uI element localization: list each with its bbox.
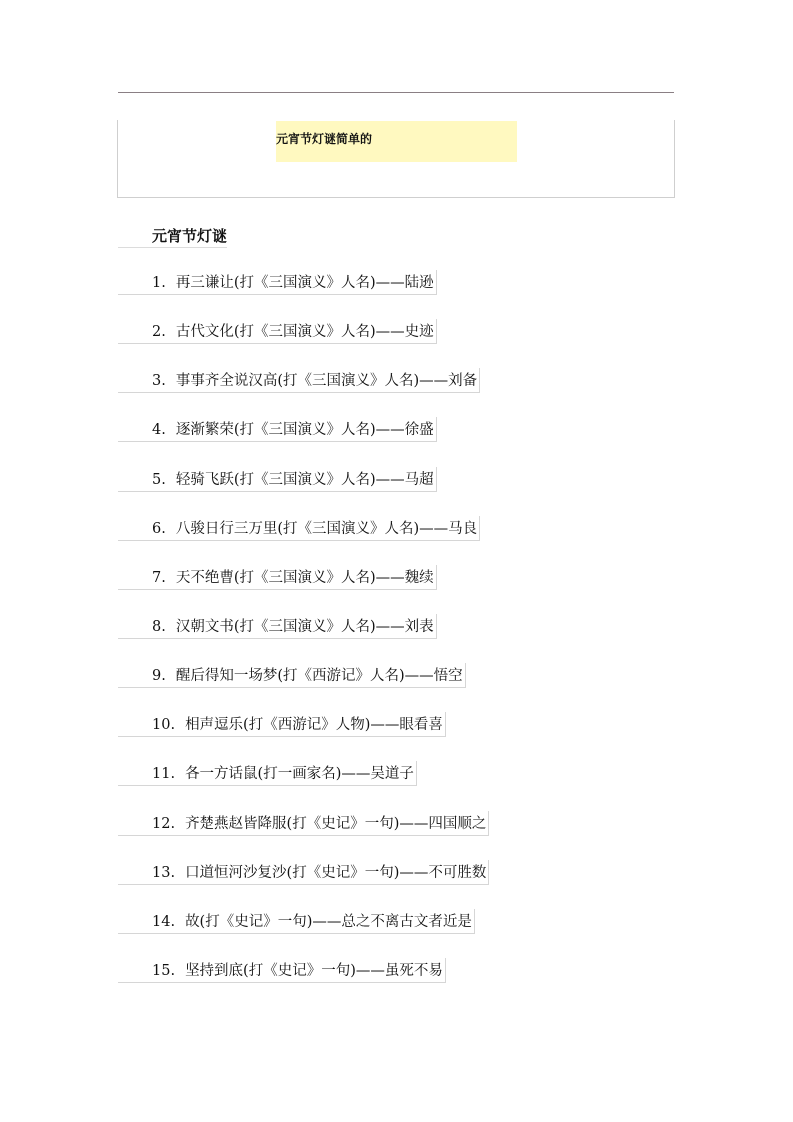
riddle-text: 轻骑飞跃(打《三国演义》人名)——马超 (175, 471, 434, 488)
riddle-text: 逐渐繁荣(打《三国演义》人名)——徐盛 (175, 422, 434, 439)
riddle-text: 天不绝曹(打《三国演义》人名)——魏续 (175, 569, 434, 586)
riddle-item (118, 860, 489, 885)
riddle-number: 10. (152, 717, 176, 734)
riddle-item (118, 417, 437, 442)
riddle-item (118, 319, 437, 344)
riddle-number: 15. (152, 962, 176, 979)
riddle-number: 7. (152, 569, 166, 586)
riddle-item (118, 614, 437, 639)
riddle-number: 9. (152, 668, 166, 685)
riddle-text: 醒后得知一场梦(打《西游记》人名)——悟空 (175, 668, 463, 685)
riddle-text: 相声逗乐(打《西游记》人物)——眼看喜 (185, 717, 443, 734)
riddle-text: 古代文化(打《三国演义》人名)——史迹 (175, 324, 434, 341)
riddle-item (118, 368, 480, 393)
riddle-number: 5. (152, 471, 166, 488)
riddle-text: 汉朝文书(打《三国演义》人名)——刘表 (175, 618, 434, 635)
riddle-item (118, 909, 475, 934)
riddle-list (118, 270, 489, 1007)
header-box (117, 120, 675, 198)
riddle-number: 4. (152, 422, 166, 439)
riddle-number: 1. (152, 275, 166, 291)
riddle-text: 八骏日行三万里(打《三国演义》人名)——马良 (175, 520, 478, 537)
riddle-text: 事事齐全说汉高(打《三国演义》人名)——刘备 (175, 373, 478, 390)
riddle-item (118, 663, 466, 688)
riddle-number: 2. (152, 324, 166, 341)
riddle-number: 14. (152, 913, 176, 930)
riddle-item (118, 712, 446, 737)
riddle-item (118, 761, 417, 786)
riddle-item (118, 270, 437, 295)
document-title: 元宵节灯谜简单的 (276, 132, 373, 146)
riddle-item (118, 467, 437, 492)
riddle-text: 口道恒河沙复沙(打《史记》一句)——不可胜数 (185, 864, 487, 881)
title-highlight (276, 121, 517, 162)
riddle-item (118, 565, 437, 590)
riddle-number: 8. (152, 618, 166, 635)
riddle-item (118, 516, 480, 541)
riddle-number: 6. (152, 520, 166, 537)
riddle-number: 3. (152, 373, 166, 390)
top-divider (118, 92, 674, 93)
riddle-text: 齐楚燕赵皆降服(打《史记》一句)——四国顺之 (185, 815, 487, 832)
section-heading: 元宵节灯谜 (118, 225, 227, 248)
riddle-text: 再三谦让(打《三国演义》人名)——陆逊 (175, 275, 434, 291)
riddle-number: 13. (152, 864, 176, 881)
riddle-item (118, 958, 446, 983)
riddle-number: 11. (152, 766, 176, 783)
riddle-number: 12. (152, 815, 176, 832)
riddle-text: 坚持到底(打《史记》一句)——虽死不易 (185, 962, 443, 979)
riddle-text: 各一方话鼠(打一画家名)——吴道子 (185, 766, 414, 783)
riddle-text: 故(打《史记》一句)——总之不离古文者近是 (185, 913, 472, 930)
riddle-item (118, 811, 489, 836)
